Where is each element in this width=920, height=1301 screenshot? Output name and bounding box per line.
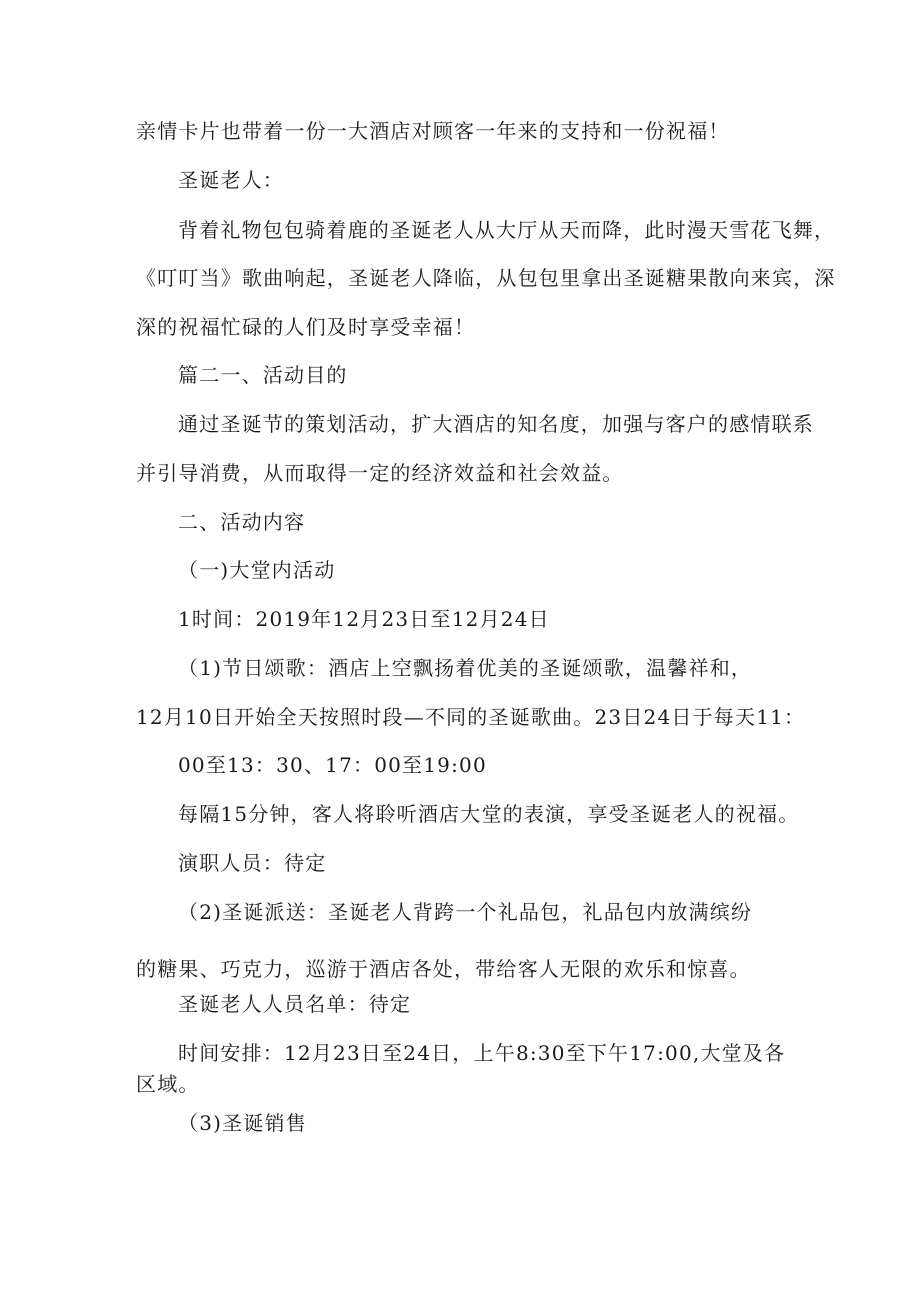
section-heading: 二、活动内容 (178, 510, 306, 534)
text-line: 区域。 (136, 1072, 200, 1096)
text-line: 1时间：2019年12月23日至12月24日 (178, 607, 550, 631)
text-line: 圣诞老人： (178, 168, 284, 192)
text-line: 通过圣诞节的策划活动，扩大酒店的知名度，加强与客户的感情联系 (178, 412, 814, 436)
text-line: 亲情卡片也带着一份一大酒店对顾客一年来的支持和一份祝福！ (136, 119, 730, 143)
text-line: 深的祝福忙碌的人们及时享受幸福！ (136, 315, 476, 339)
text-line: 12月10日开始全天按照时段—不同的圣诞歌曲。23日24日于每天11： (136, 705, 806, 729)
text-line: 00至13：30、17：00至19:00 (178, 753, 487, 777)
text-line: （1)节日颂歌：酒店上空飘扬着优美的圣诞颂歌，温馨祥和， (178, 656, 753, 680)
text-line: 演职人员：待定 (178, 851, 327, 875)
text-line: 的糖果、巧克力，巡游于酒店各处，带给客人无限的欢乐和惊喜。 (136, 957, 751, 981)
subsection-heading: （3)圣诞销售 (178, 1111, 307, 1135)
text-line: 每隔15分钟，客人将聆听酒店大堂的表演，享受圣诞老人的祝福。 (178, 802, 800, 826)
subsection-heading: （一)大堂内活动 (178, 558, 336, 582)
text-line: （2)圣诞派送：圣诞老人背跨一个礼品包，礼品包内放满缤纷 (178, 900, 753, 924)
text-line: 背着礼物包包骑着鹿的圣诞老人从大厅从天而降，此时漫天雪花飞舞， (178, 218, 836, 242)
text-line: 《叮叮当》歌曲响起，圣诞老人降临，从包包里拿出圣诞糖果散向来宾，深 (136, 266, 836, 290)
text-line: 时间安排：12月23日至24日，上午8:30至下午17:00,大堂及各 (178, 1041, 786, 1065)
section-heading: 篇二一、活动目的 (178, 363, 348, 387)
text-line: 并引导消费，从而取得一定的经济效益和社会效益。 (136, 461, 624, 485)
text-line: 圣诞老人人员名单：待定 (178, 992, 412, 1016)
